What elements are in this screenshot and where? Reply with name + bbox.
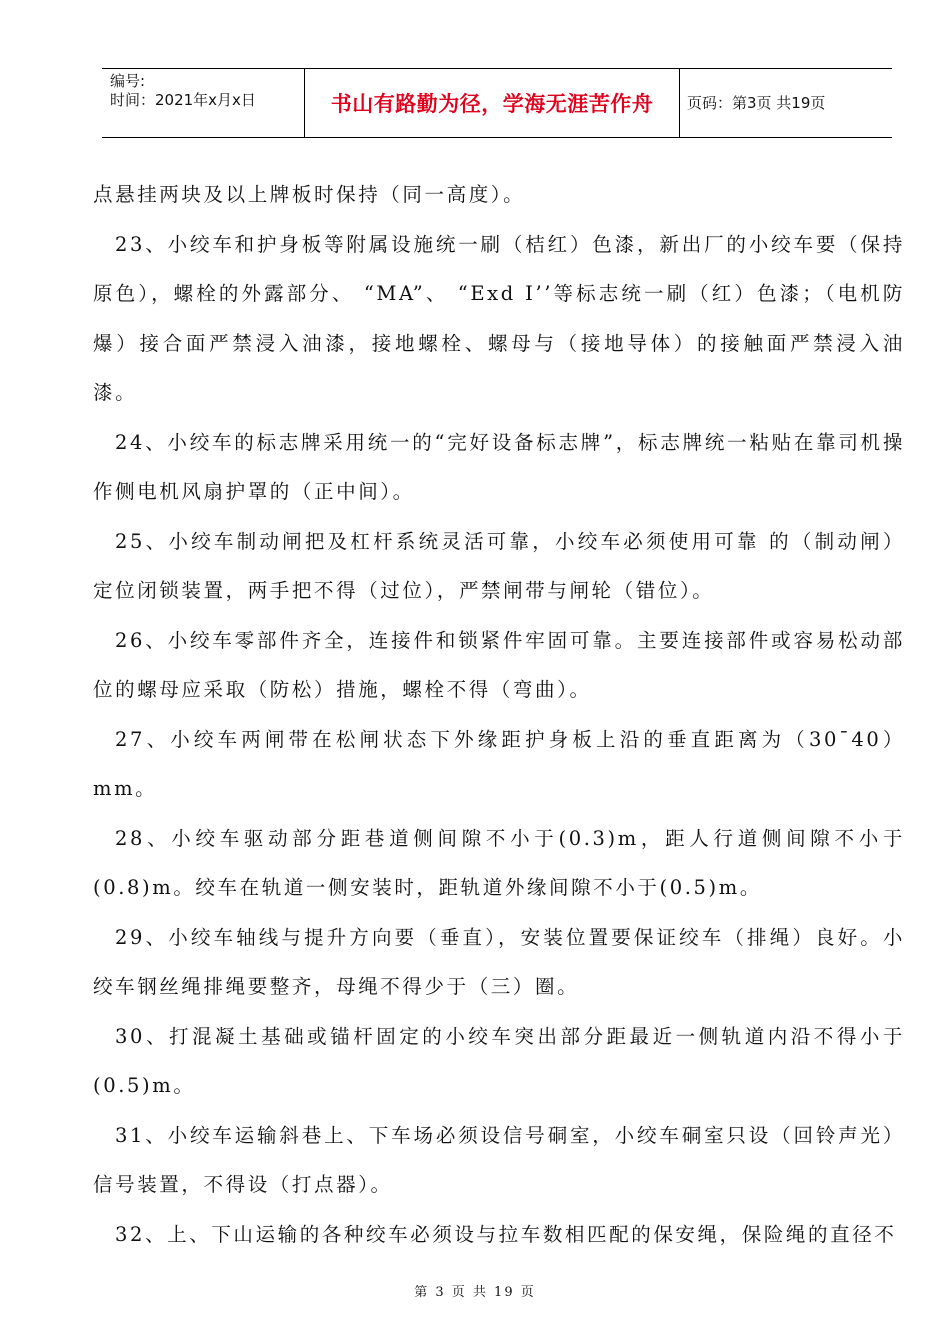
paragraph-continuation: 点悬挂两块及以上牌板时保持（同一高度）。 — [93, 183, 526, 206]
page-footer: 第 3 页 共 19 页 — [414, 1285, 536, 1300]
paragraph-item-31: 31、小绞车运输斜巷上、下车场必须设信号硐室，小绞车硐室只设（回铃声光）信号装置，不得设（打点器）。 — [93, 1123, 905, 1196]
time-label: 时间：2021年x月x日 — [110, 91, 256, 109]
paragraph-item-32: 32、上、下山运输的各种绞车必须设与拉车数相匹配的保安绳，保险绳的直径不 — [115, 1222, 897, 1246]
header-page-cell — [679, 69, 892, 137]
header-motto-cell — [304, 69, 680, 137]
paragraph-item-27: 27、小绞车两闸带在松闸状态下外缘距护身板上沿的垂直距离为（30¯40）mm。 — [93, 727, 905, 800]
paragraph-item-24: 24、小绞车的标志牌采用统一的“完好设备标志牌”，标志牌统一粘贴在靠司机操作侧电机风扇护罩的（正中间）。 — [93, 430, 905, 503]
paragraph-item-23: 23、小绞车和护身板等附属设施统一刷（桔红）色漆，新出厂的小绞车要（保持原色），螺栓的外露部分、 “MA”、 “Exd I’’等标志统一刷（红）色漆；（电机防爆）接合面严禁浸入油漆，接地螺栓、螺母与（接地导体）的接触面严禁浸入油漆。 — [93, 232, 905, 404]
paragraph-item-30: 30、打混凝土基础或锚杆固定的小绞车突出部分距最近一侧轨道内沿不得小于(0.5)m。 — [93, 1024, 905, 1097]
doc-number-label: 编号: — [110, 72, 146, 90]
paragraph-item-25: 25、小绞车制动闸把及杠杆系统灵活可靠，小绞车必须使用可靠 的（制动闸）定位闭锁装置，两手把不得（过位），严禁闸带与闸轮（错位）。 — [93, 529, 905, 602]
paragraph-item-29: 29、小绞车轴线与提升方向要（垂直），安装位置要保证绞车（排绳）良好。小绞车钢丝绳排绳要整齐，母绳不得少于（三）圈。 — [93, 925, 905, 998]
motto-text: 书山有路勤为径，学海无涯苦作舟 — [330, 92, 654, 116]
paragraph-item-26: 26、小绞车零部件齐全，连接件和锁紧件牢固可靠。主要连接部件或容易松动部位的螺母应采取（防松）措施，螺栓不得（弯曲）。 — [93, 628, 905, 701]
page-info: 页码：第3页 共19页 — [687, 94, 826, 112]
document-body — [93, 170, 905, 1259]
paragraph-item-28: 28、小绞车驱动部分距巷道侧间隙不小于(0.3)m，距人行道侧间隙不小于(0.8)m。绞车在轨道一侧安装时，距轨道外缘间隙不小于(0.5)m。 — [93, 826, 905, 899]
header-left-cell — [102, 69, 304, 137]
page-header — [102, 68, 892, 138]
